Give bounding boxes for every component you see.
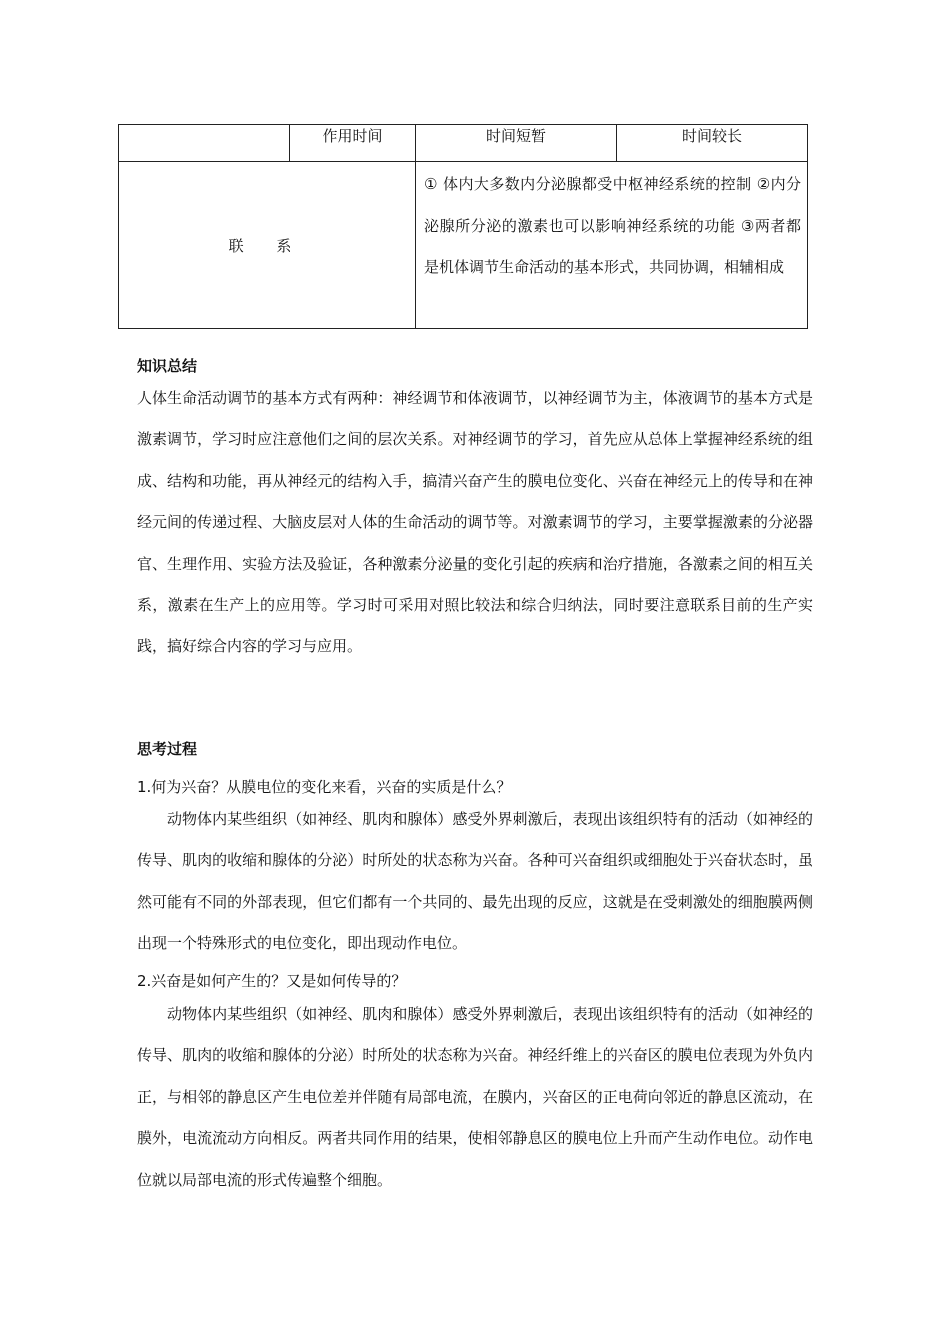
answer-2: 动物体内某些组织（如神经、肌肉和腺体）感受外界刺激后，表现出该组织特有的活动（如神经的传导、肌肉的收缩和腺体的分泌）时所处的状态称为兴奋。神经纤维上的兴奋区的膜电位表现为外负内正，与相邻的静息区产生电位差并伴随有局部电流，在膜内，兴奋区的正电荷向邻近的静息区流动，在膜外，电流流动方向相反。两者共同作用的结果，使相邻静息区的膜电位上升而产生动作电位。动作电位就以局部电流的形式传遍整个细胞。 — [137, 1005, 813, 1189]
table-cell-short: 时间短暂 — [416, 125, 617, 162]
question-2: 2.兴奋是如何产生的？又是如何传导的？ — [137, 972, 407, 990]
thinking-heading: 思考过程 — [137, 740, 198, 758]
summary-heading: 知识总结 — [137, 357, 198, 375]
answer-1: 动物体内某些组织（如神经、肌肉和腺体）感受外界刺激后，表现出该组织特有的活动（如神经的传导、肌肉的收缩和腺体的分泌）时所处的状态称为兴奋。各种可兴奋组织或细胞处于兴奋状态时，虽然可能有不同的外部表现，但它们都有一个共同的、最先出现的反应，这就是在受刺激处的细胞膜两侧出现一个特殊形式的电位变化，即出现动作电位。 — [137, 810, 813, 953]
relation-text: ① 体内大多数内分泌腺都受中枢神经系统的控制 ②内分泌腺所分泌的激素也可以影响神经系统的功能 ③两者都是机体调节生命活动的基本形式，共同协调，相辅相成 — [424, 175, 801, 276]
table-cell-relation-content — [416, 162, 808, 329]
summary-paragraph: 人体生命活动调节的基本方式有两种：神经调节和体液调节，以神经调节为主，体液调节的基本方式是激素调节，学习时应注意他们之间的层次关系。对神经调节的学习，首先应从总体上掌握神经系统的组成、结构和功能，再从神经元的结构入手，搞清兴奋产生的膜电位变化、兴奋在神经元上的传导和在神经元间的传递过程、大脑皮层对人体的生命活动的调节等。对激素调节的学习，主要掌握激素的分泌器官、生理作用、实验方法及验证，各种激素分泌量的变化引起的疾病和治疗措施，各激素之间的相互关系，激素在生产上的应用等。学习时可采用对照比较法和综合归纳法，同时要注意联系目前的生产实践，搞好综合内容的学习与应用。 — [137, 389, 813, 656]
table-row-duration — [119, 125, 808, 162]
table-row-relation — [119, 162, 808, 329]
question-1: 1.何为兴奋？从膜电位的变化来看，兴奋的实质是什么？ — [137, 778, 512, 796]
table-cell-long: 时间较长 — [617, 125, 808, 162]
comparison-table — [118, 124, 808, 329]
table-cell-empty — [119, 125, 290, 162]
table-cell-relation-label: 联 系 — [119, 162, 416, 329]
table-cell-duration-label: 作用时间 — [290, 125, 416, 162]
